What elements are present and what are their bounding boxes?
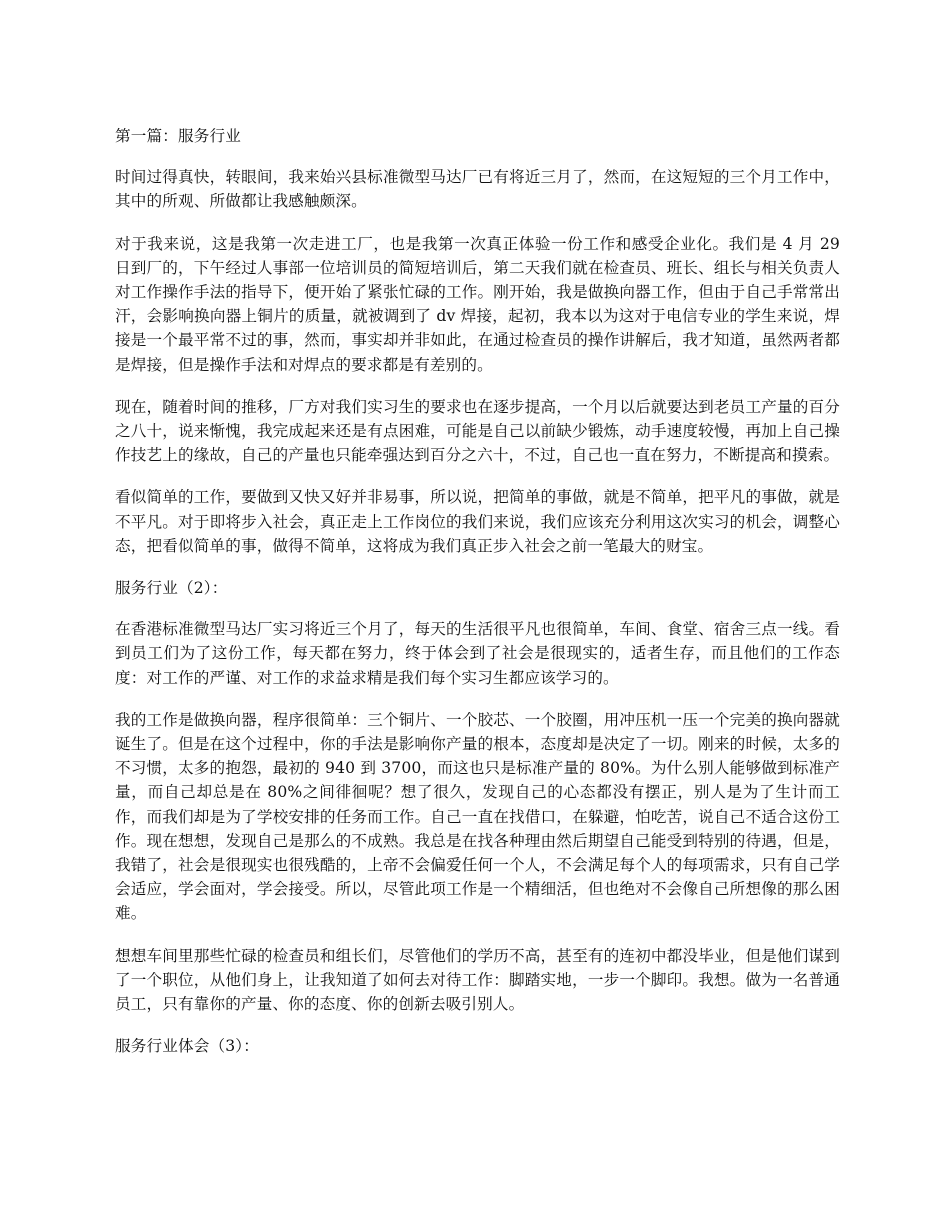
paragraph-2: 对于我来说，这是我第一次走进工厂，也是我第一次真正体验一份工作和感受企业化。我们是 4 月 29 日到厂的，下午经过人事部一位培训员的简短培训后，第二天我们就在检查员、班长、组长与相关负责人对工作操作手法的指导下，便开始了紧张忙碌的工作。刚开始，我是做换向器工作，但由于自己手常常出汗，会影响换向器上铜片的质量，就被调到了 dv 焊接，起初，我本以为这对于电信专业的学生来说，焊接是一个最平常不过的事，然而，事实却并非如此，在通过检查员的操作讲解后，我才知道，虽然两者都是焊接，但是操作手法和对焊点的要求都是有差别的。 [115, 234, 840, 374]
section-heading-1: 第一篇：服务行业 [115, 127, 241, 145]
section-heading-2: 服务行业（2）： [115, 579, 228, 598]
paragraph-7: 想想车间里那些忙碌的检查员和组长们，尽管他们的学历不高，甚至有的连初中都没毕业，但是他们谋到了一个职位，从他们身上，让我知道了如何去对待工作：脚踏实地，一步一个脚印。我想。做为一名普通员工，只有靠你的产量、你的态度、你的创新去吸引别人。 [115, 946, 840, 1014]
paragraph-4: 看似简单的工作，要做到又快又好并非易事，所以说，把简单的事做，就是不简单，把平凡的事做，就是不平凡。对于即将步入社会，真正走上工作岗位的我们来说，我们应该充分利用这次实习的机会，调整心态，把看似简单的事，做得不简单，这将成为我们真正步入社会之前一笔最大的财宝。 [115, 488, 840, 555]
paragraph-5: 在香港标准微型马达厂实习将近三个月了，每天的生活很平凡也很简单，车间、食堂、宿舍三点一线。看到员工们为了这份工作，每天都在努力，终于体会到了社会是很现实的，适者生存，而且他们的工作态度：对工作的严谨、对工作的求益求精是我们每个实习生都应该学习的。 [115, 620, 840, 687]
paragraph-6: 我的工作是做换向器，程序很简单：三个铜片、一个胶芯、一个胶圈，用冲压机一压一个完美的换向器就诞生了。但是在这个过程中，你的手法是影响你产量的根本，态度却是决定了一切。刚来的时候，太多的不习惯，太多的抱怨，最初的 940 到 3700，而这也只是标准产量的 80%。为什么别人能够做到标准产量，而自己却总是在 80%之间徘徊呢？想了很久，发现自己的心态都没有摆正，别人是为了生计而工作，而我们却是为了学校安排的任务而工作。自己一直在找借口，在躲避，怕吃苦，说自己不适合这份工作。现在想想，发现自己是那么的不成熟。我总是在找各种理由然后期望自己能受到特别的待遇，但是，我错了，社会是很现实也很残酷的，上帝不会偏爱任何一个人，不会满足每个人的每项需求，只有自己学会适应，学会面对，学会接受。所以，尽管此项工作是一个精细活，但也绝对不会像自己所想像的那么困难。 [115, 710, 840, 923]
paragraph-3: 现在，随着时间的推移，厂方对我们实习生的要求也在逐步提高，一个月以后就要达到老员工产量的百分之八十，说来惭愧，我完成起来还是有点困难，可能是自己以前缺少锻炼，动手速度较慢，再加上自己操作技艺上的缘故，自己的产量也只能牵强达到百分之六十，不过，自己也一直在努力，不断提高和摸索。 [115, 397, 840, 465]
document-body [115, 124, 840, 1076]
section-heading-3: 服务行业体会（3）： [115, 1037, 259, 1056]
paragraph-1: 时间过得真快，转眼间，我来始兴县标准微型马达厂已有将近三月了，然而，在这短短的三个月工作中，其中的所观、所做都让我感触颇深。 [115, 168, 840, 211]
